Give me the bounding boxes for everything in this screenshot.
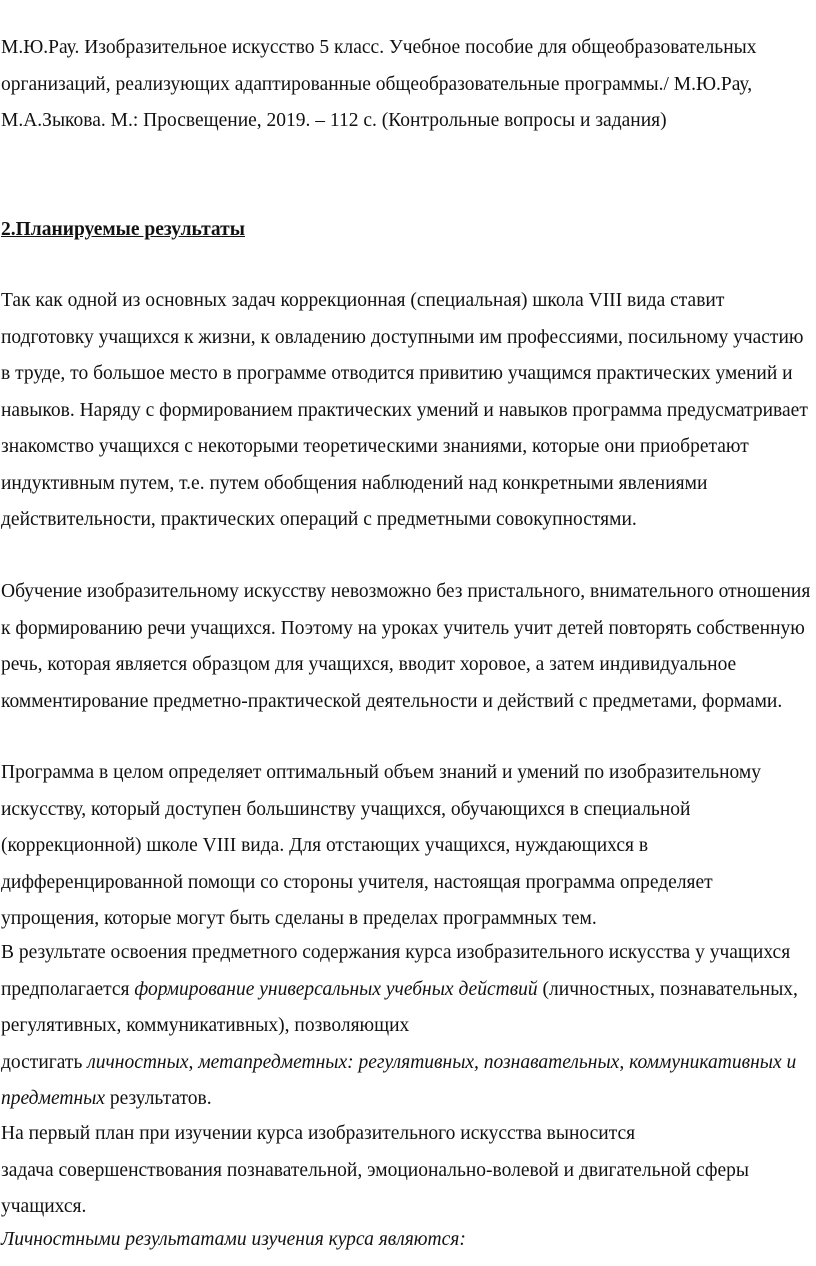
course-priority-line-2: задача совершенствования познавательной, эмоционально-волевой и двигательной сферы учащихся. [1,1159,749,1217]
learning-actions-text-1: В результате освоения предметного содержания курса изобразительного искусства у учащихся предполагается [1,942,791,1000]
paragraph-course-priority [1,1116,815,1226]
learning-actions-text-2: (личностных, познавательных, регулятивных, коммуникативных), позволяющих [1,978,798,1036]
paragraph-speech-formation: Обучение изобразительному искусству невозможно без пристального, внимательного отношения к формированию речи учащихся. Поэтому на уроках учитель учит детей повторять собственную речь, которая является образцом для учащихся, вводит хоровое, а затем индивидуальное комментирование предметно-практической деятельности и действий с предметами, формами. [1,581,811,712]
learning-actions-italic-1: формирование универсальных учебных действий [134,978,538,1000]
section-heading: 2.Планируемые результаты [1,219,245,240]
learning-actions-text-3: достигать [1,1051,88,1073]
paragraph-learning-actions [1,935,815,1118]
personal-results-intro: Личностными результатами изучения курса являются: [1,1229,466,1250]
learning-actions-text-5: результатов. [105,1088,212,1109]
learning-actions-italic-2: личностных [87,1051,189,1073]
learning-actions-italic-3: метапредметных: регулятивных, познавательных, коммуникативных и предметных [1,1051,797,1109]
bibliographic-reference: М.Ю.Рау. Изобразительное искусство 5 класс. Учебное пособие для общеобразовательных организаций, реализующих адаптированные общеобразовательные программы./ М.Ю.Рау, М.А.Зыкова. М.: Просвещение, 2019. – 112 с. (Контрольные вопросы и задания) [1,37,757,131]
learning-actions-text-4: , [188,1051,199,1073]
paragraph-program-scope: Программа в целом определяет оптимальный объем знаний и умений по изобразительному искусству, который доступен большинству учащихся, обучающихся в специальной (коррекционной) школе VIII вида. Для отстающих учащихся, нуждающихся в дифференцированной помощи со стороны учителя, настоящая программа определяет упрощения, которые могут быть сделаны в пределах программных тем. [1,762,761,929]
paragraph-practical-skills: Так как одной из основных задач коррекционная (специальная) школа VIII вида ставит подготовку учащихся к жизни, к овладению доступными им профессиями, посильному участию в труде, то большое место в программе отводится привитию учащимся практических умений и навыков. Наряду с формированием практических умений и навыков программа предусматривает знакомство учащихся с некоторыми теоретическими знаниями, которые они приобретают индуктивным путем, т.е. путем обобщения наблюдений над конкретными явлениями действительности, практических операций с предметными совокупностями. [1,290,808,530]
course-priority-line-1: На первый план при изучении курса изобразительного искусства выносится [1,1123,636,1144]
